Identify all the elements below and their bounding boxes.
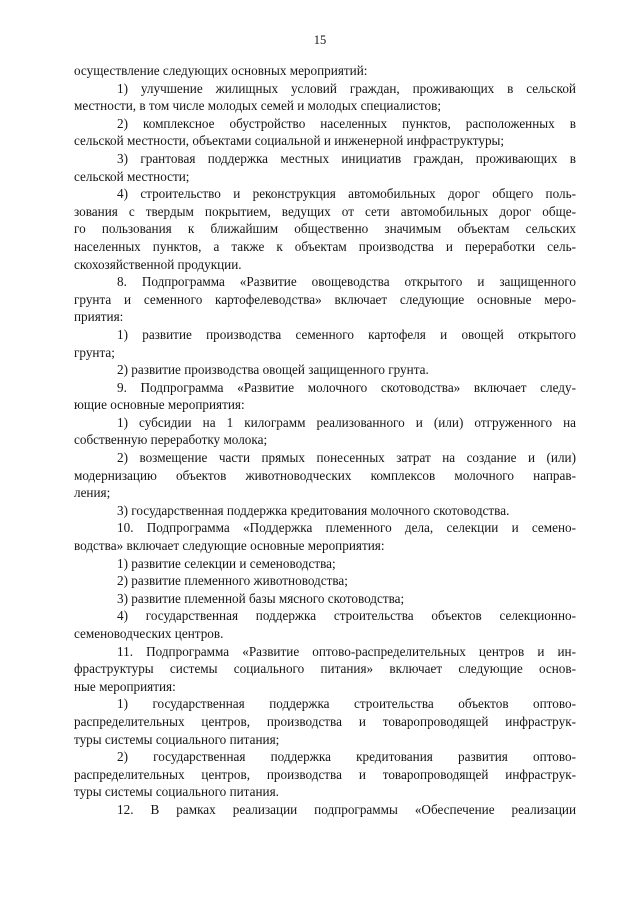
text-line: 4) государственная поддержка строительства объектов селекционно-	[117, 608, 576, 624]
text-line: 12. В рамках реализации подпрограммы «Обеспечение реализации	[117, 801, 576, 817]
text-line: водства» включает следующие основные мероприятия:	[74, 538, 385, 554]
text-line: 2) развитие племенного животноводства;	[117, 573, 348, 589]
text-line: 3) грантовая поддержка местных инициатив граждан, проживающих в	[117, 150, 576, 166]
text-line: модернизацию объектов животноводческих комплексов молочного направ-	[74, 467, 576, 483]
text-line: скохозяйственной продукции.	[74, 256, 242, 272]
text-line: ющие основные мероприятия:	[74, 397, 245, 413]
body-text	[74, 62, 576, 819]
text-line: 2) развитие производства овощей защищенного грунта.	[117, 362, 429, 378]
page-number: 15	[313, 33, 327, 47]
text-line: фраструктуры системы социального питания» включает следующие основ-	[74, 661, 576, 677]
text-line: населенных пунктов, а также к объектам производства и переработки сель-	[74, 238, 576, 254]
text-line: собственную переработку молока;	[74, 432, 268, 448]
text-line: осуществление следующих основных мероприятий:	[74, 63, 368, 78]
text-line: 1) субсидии на 1 килограмм реализованного и (или) отгруженного на	[117, 414, 576, 430]
text-line: туры системы социального питания.	[74, 784, 279, 800]
text-line: распределительных центров, производства и товаропроводящей инфраструк-	[74, 713, 576, 729]
text-line: го пользования к ближайшим общественно значимым объектам сельских	[74, 221, 576, 237]
text-line: грунта;	[74, 344, 115, 360]
text-line: местности, в том числе молодых семей и молодых специалистов;	[74, 98, 441, 114]
text-line: ные мероприятия:	[74, 678, 176, 694]
text-line: 11. Подпрограмма «Развитие оптово-распределительных центров и ин-	[117, 643, 576, 659]
text-line: ления;	[74, 485, 111, 501]
text-line: туры системы социального питания;	[74, 731, 280, 747]
text-line: 1) улучшение жилищных условий граждан, проживающих в сельской	[117, 80, 576, 96]
text-line: 1) государственная поддержка строительства объектов оптово-	[117, 696, 576, 712]
text-line: сельской местности;	[74, 168, 190, 184]
text-line: приятия:	[74, 309, 124, 325]
text-line: зования с твердым покрытием, ведущих от сети автомобильных дорог обще-	[74, 203, 576, 219]
text-line: распределительных центров, производства и товаропроводящей инфраструк-	[74, 766, 576, 782]
text-line: 2) государственная поддержка кредитования развития оптово-	[117, 749, 576, 765]
text-line: сельской местности, объектами социальной и инженерной инфраструктуры;	[74, 133, 505, 149]
text-line: 1) развитие селекции и семеноводства;	[117, 555, 336, 571]
text-line: 2) возмещение части прямых понесенных затрат на создание и (или)	[117, 450, 576, 466]
text-line: 9. Подпрограмма «Развитие молочного скотоводства» включает следу-	[117, 379, 576, 395]
text-line: грунта и семенного картофелеводства» включает следующие основные меро-	[74, 291, 576, 307]
text-line: 2) комплексное обустройство населенных пунктов, расположенных в	[117, 115, 576, 131]
text-line: 8. Подпрограмма «Развитие овощеводства открытого и защищенного	[117, 274, 576, 290]
text-line: 3) государственная поддержка кредитования молочного скотоводства.	[117, 502, 510, 518]
text-line: семеноводческих центров.	[74, 626, 224, 641]
text-line: 10. Подпрограмма «Поддержка племенного дела, селекции и семено-	[117, 520, 576, 536]
text-line: 1) развитие производства семенного картофеля и овощей открытого	[117, 326, 576, 342]
text-line: 4) строительство и реконструкция автомобильных дорог общего поль-	[117, 186, 576, 202]
text-line: 3) развитие племенной базы мясного скотоводства;	[117, 590, 405, 606]
